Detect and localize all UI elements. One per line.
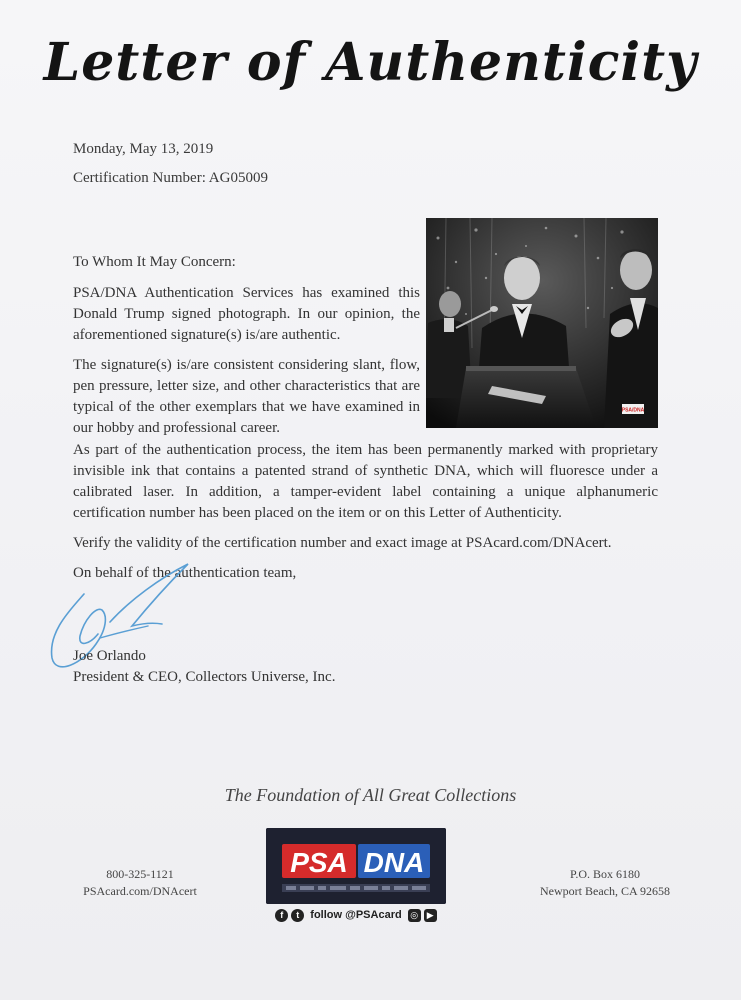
footer-contact <box>60 866 220 900</box>
footer-tagline: The Foundation of All Great Collections <box>224 785 517 805</box>
paragraph-examination: PSA/DNA Authentication Services has examined this Donald Trump signed photograph. In our opinion, the aforementioned signature(s) is/are authentic. <box>73 285 420 343</box>
footer-po-box: P.O. Box 6180 <box>569 867 640 881</box>
signer-title: President & CEO, Collectors Universe, Inc. <box>73 669 336 685</box>
facebook-icon[interactable]: f <box>275 909 288 922</box>
footer-city: Newport Beach, CA 92658 <box>540 884 670 898</box>
follow-handle[interactable]: follow @PSAcard <box>310 909 402 921</box>
paragraph-characteristics: The signature(s) is/are consistent considering slant, flow, pen pressure, letter size, and other characteristics that are typical of the other exemplars that we have examined in our hobby and professional career. <box>73 357 420 436</box>
certification-number: Certification Number: AG05009 <box>73 170 268 186</box>
instagram-icon[interactable]: ◎ <box>408 909 421 922</box>
paragraph-dna-process: As part of the authentication process, the item has been permanently marked with proprietary invisible ink that contains a patented strand of synthetic DNA, which will fluoresce under a calibrated laser. In addition, a tamper-evident label containing a unique alphanumeric certification number has been placed on the item or on this Letter of Authenticity. <box>73 442 658 521</box>
footer-address <box>515 866 695 900</box>
title-block <box>0 8 741 118</box>
signer-block <box>73 646 335 688</box>
signer-name: Joe Orlando <box>73 648 146 664</box>
letter-meta <box>73 135 268 193</box>
social-bar <box>266 906 446 924</box>
psa-sticker-label: PSA/DNA <box>621 407 645 414</box>
paragraph-verify: Verify the validity of the certification number and exact image at PSAcard.com/DNAcert. <box>73 535 612 551</box>
salutation: To Whom It May Concern: <box>73 254 236 270</box>
twitter-icon[interactable]: t <box>291 909 304 922</box>
logo-dna-text: DNA <box>363 847 425 878</box>
logo-psa-text: PSA <box>290 847 348 878</box>
photograph-image <box>426 218 658 428</box>
page-title: Letter of Authenticity <box>43 32 698 93</box>
psa-dna-logo <box>266 828 446 904</box>
letter-body-upper <box>73 252 420 448</box>
signed-photograph <box>426 218 658 428</box>
closing-line: On behalf of the authentication team, <box>73 565 297 581</box>
footer-phone: 800-325-1121 <box>106 867 174 881</box>
footer-website[interactable]: PSAcard.com/DNAcert <box>83 884 197 898</box>
letter-date: Monday, May 13, 2019 <box>73 141 214 157</box>
youtube-icon[interactable]: ▶ <box>424 909 437 922</box>
